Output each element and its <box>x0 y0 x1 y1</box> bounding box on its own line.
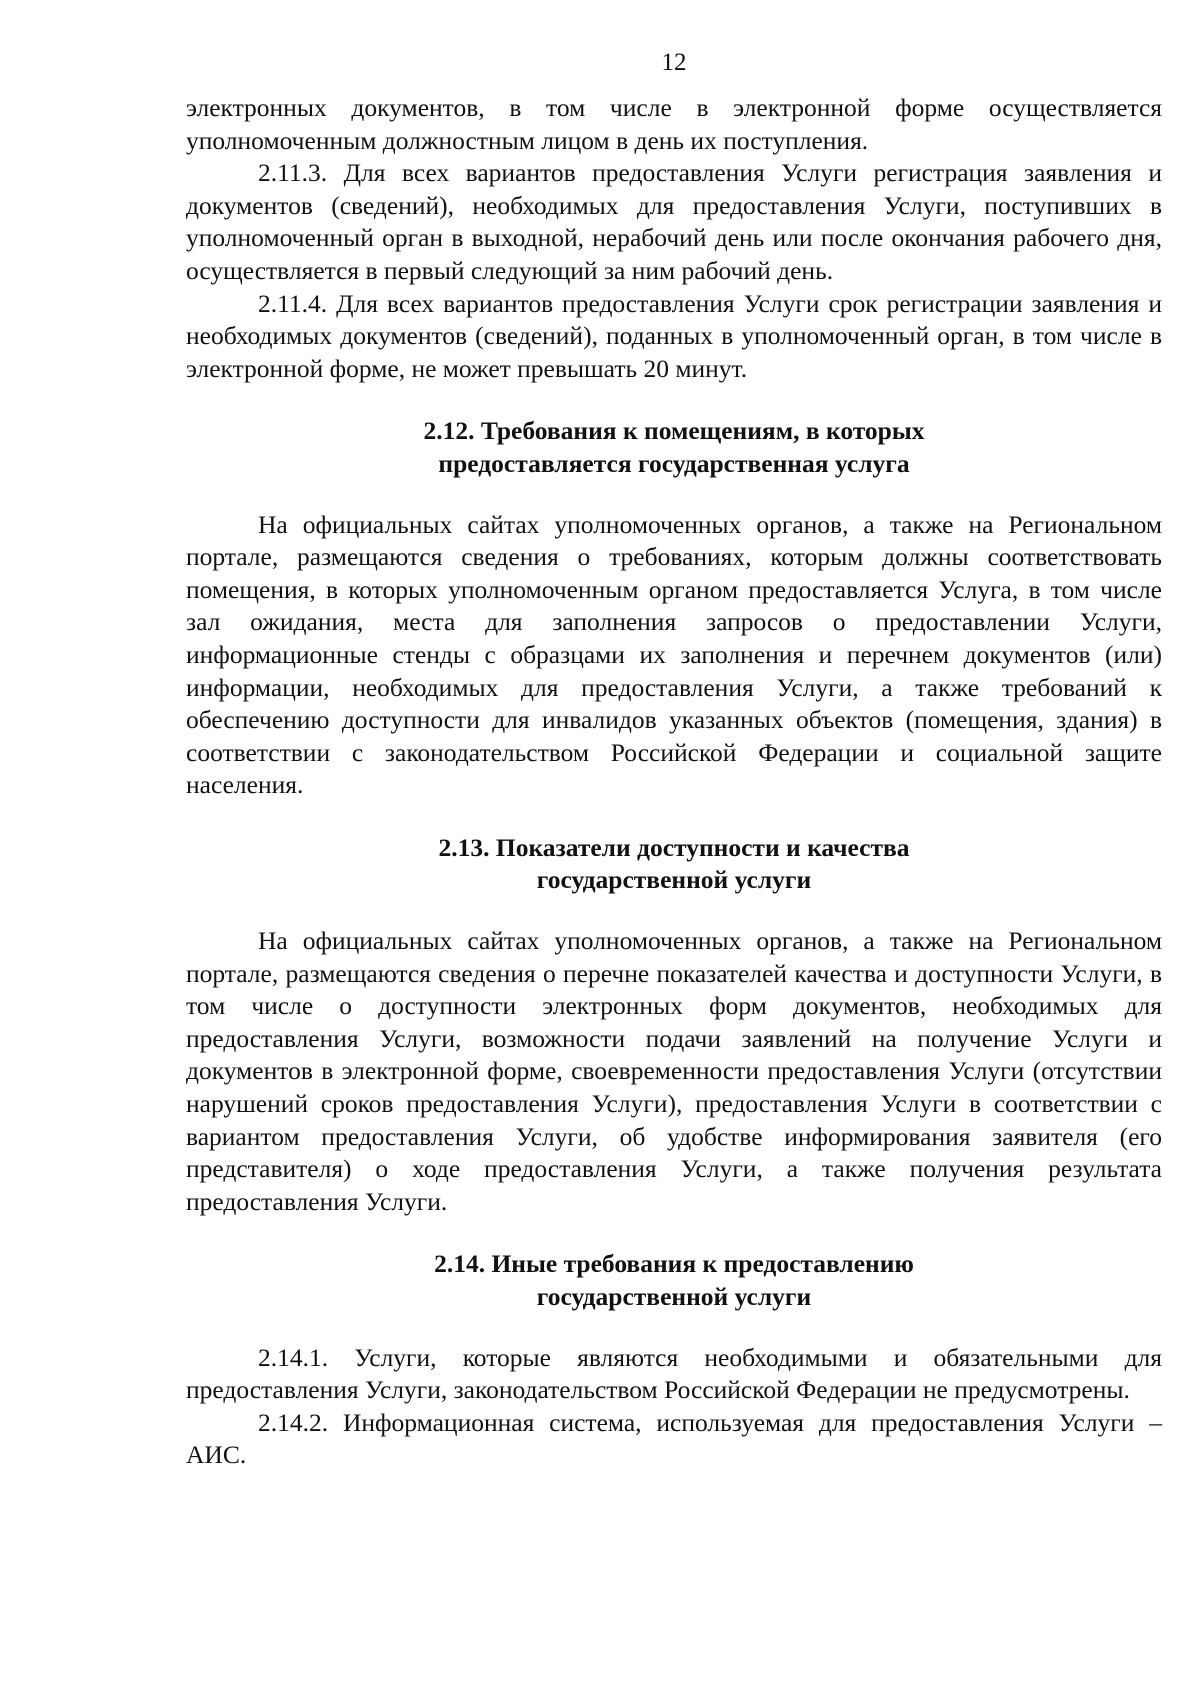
heading-line: предоставляется государственная услуга <box>438 448 910 478</box>
paragraph-2-11-3: 2.11.3. Для всех вариантов предоставления Услуги регистрация заявления и документов (сведений), необходимых для предоставления Услуги, поступивших в уполномоченный орган в выходной, нерабочий день или после окончания рабочего дня, осуществляется в первый следующий за ним рабочий день. <box>186 158 1162 285</box>
paragraph-2-14-2: 2.14.2. Информационная система, используемая для предоставления Услуги – АИС. <box>186 1407 1162 1470</box>
heading-line: 2.13. Показатели доступности и качества <box>438 832 910 862</box>
document-page <box>186 48 1162 1472</box>
section-heading-2-12 <box>186 415 1162 480</box>
paragraph-2-11-4: 2.11.4. Для всех вариантов предоставления Услуги срок регистрации заявления и необходимых документов (сведений), поданных в уполномоченный орган, в том числе в электронной форме, не может превышать 20 минут. <box>186 288 1162 383</box>
heading-line: 2.12. Требования к помещениям, в которых <box>423 416 925 446</box>
heading-line: государственной услуги <box>536 865 812 895</box>
paragraph-continuation: электронных документов, в том числе в электронной форме осуществляется уполномоченным должностным лицом в день их поступления. <box>186 93 1162 155</box>
section-heading-2-13 <box>186 832 1162 897</box>
page-number: 12 <box>661 49 687 76</box>
paragraph-2-14-1: 2.14.1. Услуги, которые являются необходимыми и обязательными для предоставления Услуги, законодательством Российской Федерации не предусмотрены. <box>186 1342 1162 1405</box>
section-heading-2-14 <box>186 1248 1162 1313</box>
heading-line: государственной услуги <box>536 1282 812 1311</box>
paragraph-2-12: На официальных сайтах уполномоченных органов, а также на Региональном портале, размещаются сведения о требованиях, которым должны соответствовать помещения, в которых уполномоченным органом предоставляется Услуга, в том числе зал ожидания, места для заполнения запросов о предоставлении Услуги, информационные стенды с образцами их заполнения и перечнем документов (или) информации, необходимых для предоставления Услуги, а также требований к обеспечению доступности для инвалидов указанных объектов (помещения, здания) в соответствии с законодательством Российской Федерации и социальной защите населения. <box>186 509 1162 800</box>
heading-line: 2.14. Иные требования к предоставлению <box>434 1249 914 1279</box>
paragraph-2-13: На официальных сайтах уполномоченных органов, а также на Региональном портале, размещаются сведения о перечне показателей качества и доступности Услуги, в том числе о доступности электронных форм документов, необходимых для предоставления Услуги, возможности подачи заявлений на получение Услуги и документов в электронной форме, своевременности предоставления Услуги (отсутствии нарушений сроков предоставления Услуги), предоставления Услуги в соответствии с вариантом предоставления Услуги, об удобстве информирования заявителя (его представителя) о ходе предоставления Услуги, а также получения результата предоставления Услуги. <box>186 926 1162 1216</box>
